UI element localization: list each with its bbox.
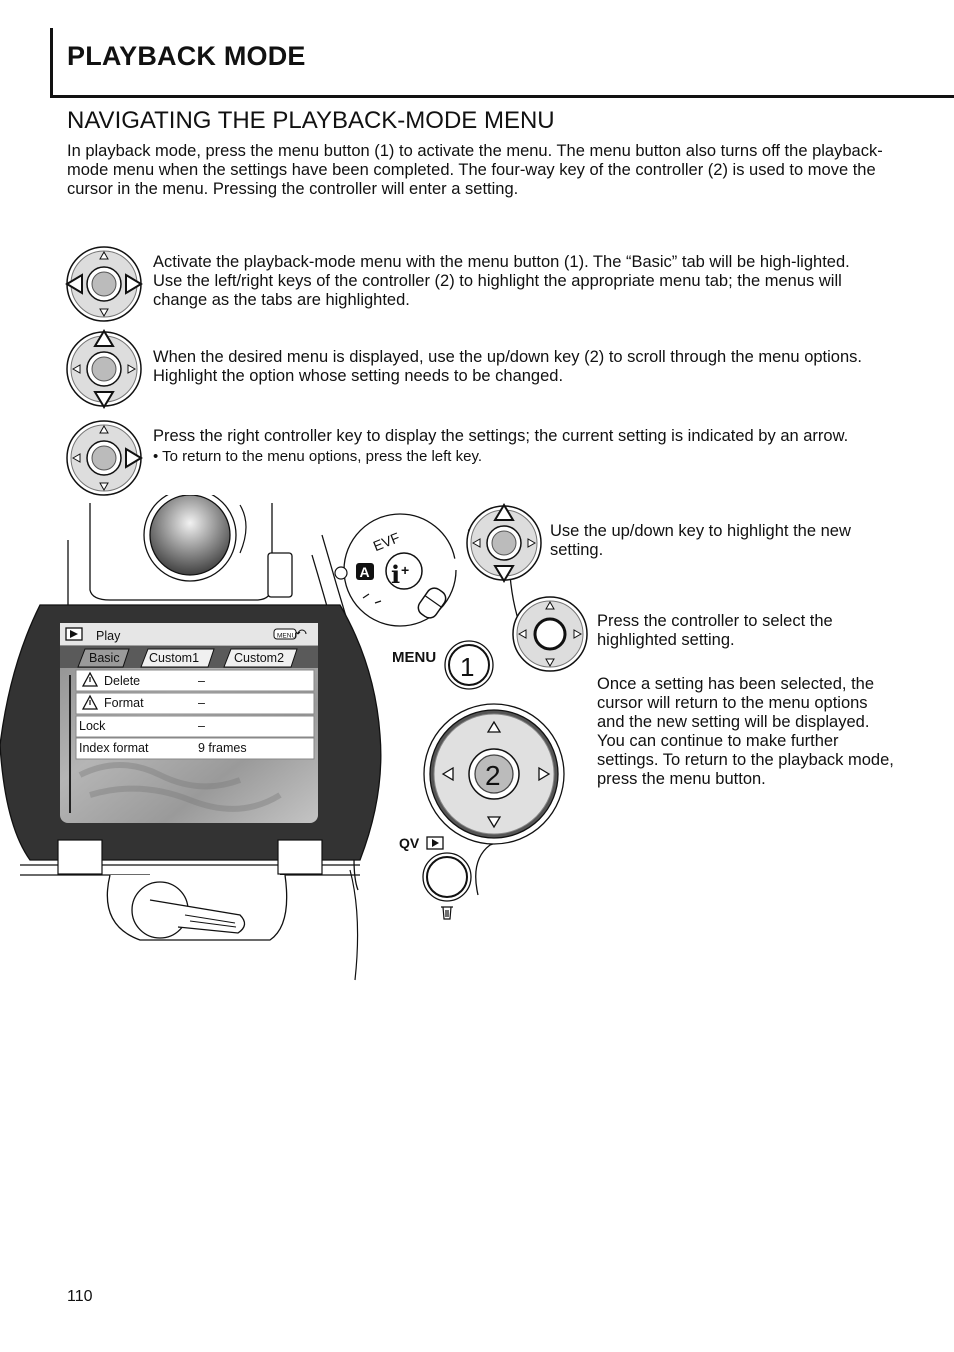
controller-left-right-icon xyxy=(64,244,144,324)
page-number: 110 xyxy=(67,1288,93,1305)
lcd-row-format-value: – xyxy=(198,696,205,710)
lcd-row-delete-value: – xyxy=(198,674,205,688)
controller-right-icon xyxy=(64,418,144,498)
lcd-row-lock-value: – xyxy=(198,719,205,733)
step-3-bullet: • To return to the menu options, press the left key. xyxy=(153,448,483,465)
lcd-row-index-format-value: 9 frames xyxy=(198,741,247,755)
svg-text:MENU: MENU xyxy=(277,632,297,640)
svg-text:i: i xyxy=(391,560,401,589)
header-rule-vertical xyxy=(50,28,53,98)
lcd-row-index-format-label[interactable]: Index format xyxy=(79,741,149,755)
lcd-tab-custom1[interactable]: Custom1 xyxy=(149,651,200,665)
menu-button-number: 1 xyxy=(460,652,475,682)
lcd-row-delete-label[interactable]: Delete xyxy=(104,674,141,688)
step-4-text: Use the up/down key to highlight the new setting. xyxy=(550,522,851,559)
dial-evf-label: EVF xyxy=(370,529,402,555)
controller-up-down-icon xyxy=(64,329,144,409)
lcd-tab-basic[interactable]: Basic xyxy=(89,651,120,665)
controller-press-icon xyxy=(510,594,590,674)
lcd-row-format-label[interactable]: Format xyxy=(104,696,144,710)
page-title: PLAYBACK MODE xyxy=(67,41,306,71)
header-rule-horizontal xyxy=(50,95,954,98)
lcd-mode-label: Play xyxy=(96,629,121,643)
step-2-text: When the desired menu is displayed, use the up/down key (2) to scroll through the menu options. Highlight the option whose setting needs to be changed. xyxy=(153,348,862,385)
intro-paragraph: In playback mode, press the menu button (1) to activate the menu. The menu button also turns off the playback-mode menu when the settings have been completed. The four-way key of the controller (2) is used to move the cursor in the menu. Pressing the controller will enter a setting. xyxy=(67,142,883,198)
step-6-text: Once a setting has been selected, the cursor will return to the menu options and the new setting will be displayed. You can continue to make further settings. To return to the playback mode, press the menu button. xyxy=(597,675,894,788)
step-1-text: Activate the playback-mode menu with the menu button (1). The “Basic” tab will be high-lighted. Use the left/right keys of the controller (2) to highlight the appropriate menu tab; the menus will change as the tabs are highlighted. xyxy=(153,253,850,309)
menu-button-label: MENU xyxy=(392,649,437,666)
step-3-main: Press the right controller key to display the settings; the current setting is indicated by an arrow. xyxy=(153,427,849,445)
lcd-tab-custom2[interactable]: Custom2 xyxy=(234,651,285,665)
step-3-text xyxy=(153,427,883,466)
qv-label: QV xyxy=(399,835,420,851)
controller-up-down-icon-2 xyxy=(464,503,544,583)
step-5-text: Press the controller to select the highlighted setting. xyxy=(597,612,833,649)
section-title: NAVIGATING THE PLAYBACK-MODE MENU xyxy=(67,107,555,134)
dial-auto-label: A xyxy=(359,564,370,580)
lcd-row-lock-label[interactable]: Lock xyxy=(79,719,106,733)
controller-number: 2 xyxy=(485,760,501,791)
svg-text:+: + xyxy=(401,562,410,578)
